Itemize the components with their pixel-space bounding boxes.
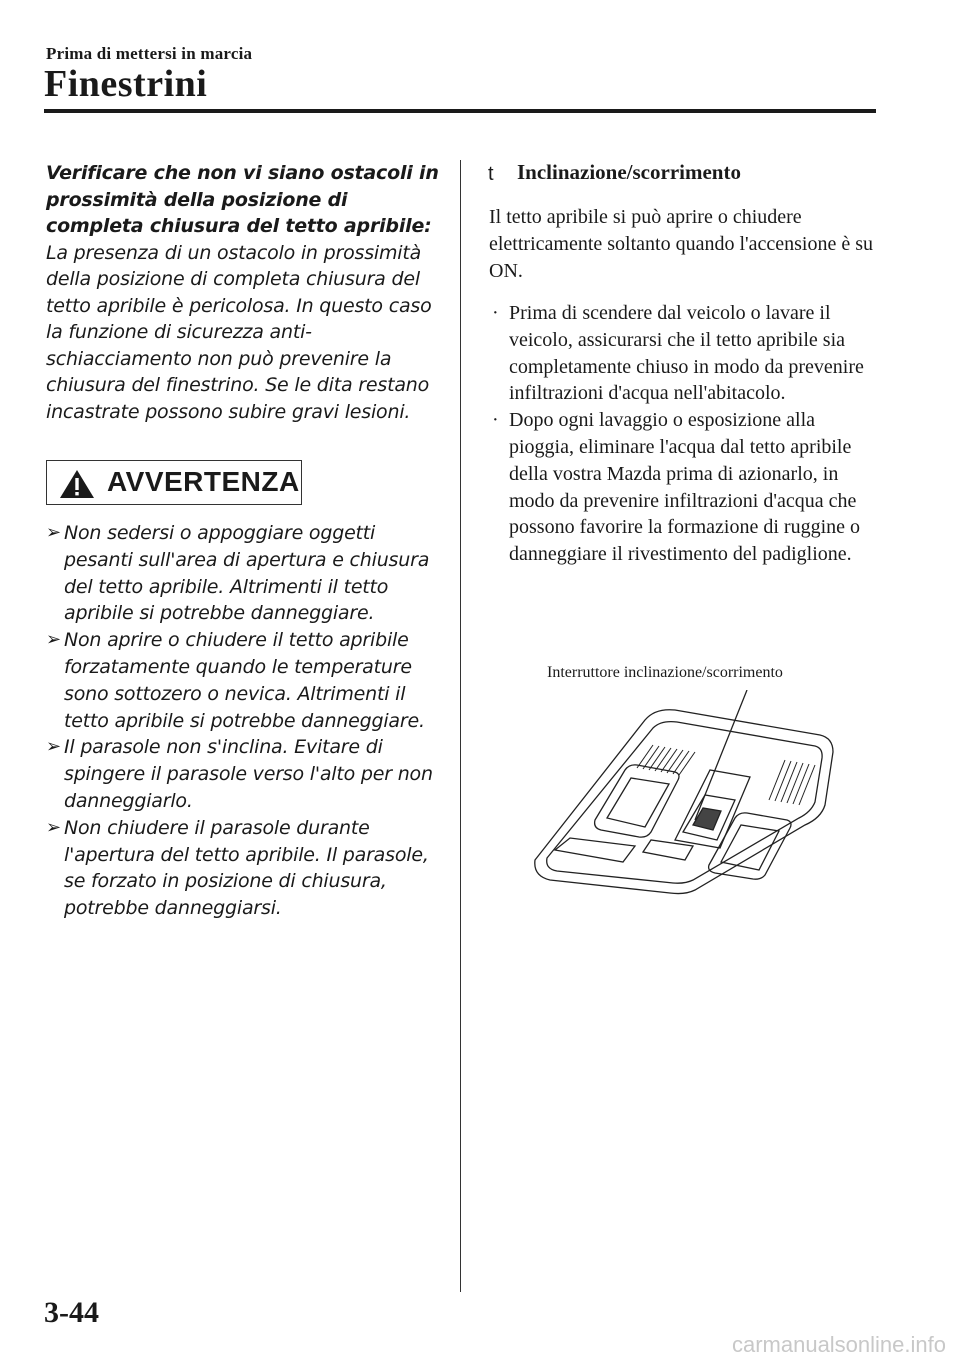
page-title: Finestrini [44, 63, 208, 105]
lower-button-left [555, 838, 635, 862]
chapter-title: Prima di mettersi in marcia [46, 44, 253, 63]
caution-body: La presenza di un ostacolo in prossimità della posizione di completa chiusura del tetto apribile è pericolosa. In questo caso la funzione di sicurezza anti-schiacciamento non può prevenire la chiusura del finestrino. Se le dita restano incastrate possono subire gravi lesioni. [46, 241, 432, 423]
page-number: 3-44 [44, 1296, 99, 1329]
lower-button-center [643, 840, 693, 860]
arrow-bullet-icon: ➢ [46, 629, 61, 651]
warning-item-text: Il parasole non s'inclina. Evitare di spingere il parasole verso l'alto per non danneggiarlo. [64, 736, 433, 812]
intro-paragraph: Il tetto apribile si può aprire o chiudere elettricamente soltanto quando l'accensione è su ON. [489, 206, 874, 282]
arrow-bullet-icon: ➢ [46, 522, 61, 543]
warning-item [46, 734, 446, 814]
warning-item [46, 815, 446, 922]
header-rule [44, 109, 876, 113]
figure-callout-label: Interruttore inclinazione/scorrimento [547, 664, 783, 681]
console-outline [535, 710, 833, 894]
watermark: carmanualsonline.info [731, 1332, 946, 1357]
note-item-text: Dopo ogni lavaggio o esposizione alla pioggia, eliminare l'acqua dal tetto apribile della vostra Mazda prima di azionarlo, in modo da prevenire infiltrazioni d'acqua che possono favorire la formazione di ruggine o danneggiare il rivestimento del padiglione. [509, 409, 861, 566]
caution-block [46, 160, 441, 425]
left-map-lamp [595, 765, 679, 837]
arrow-bullet-icon: ➢ [46, 736, 61, 758]
note-list [489, 300, 879, 568]
arrow-bullet-icon: ➢ [46, 816, 61, 838]
warning-item-text: Non sedersi o appoggiare oggetti pesanti sull'area di apertura e chiusura del tetto apribile. Altrimenti il tetto apribile si potrebbe danneggiare. [64, 522, 430, 625]
warning-item-text: Non chiudere il parasole durante l'apertura del tetto apribile. Il parasole, se forzato in posizione di chiusura, potrebbe danneggiarsi. [64, 816, 429, 920]
note-item [489, 300, 879, 407]
note-item [489, 407, 879, 568]
note-item-text: Prima di scendere dal veicolo o lavare il veicolo, assicurarsi che il tetto apribile sia completamente chiuso in modo da prevenire infiltrazioni d'acqua nell'abitacolo. [509, 302, 864, 405]
dot-bullet-icon: · [492, 302, 499, 324]
warning-banner [46, 460, 302, 505]
warning-item [46, 520, 446, 627]
warning-list [46, 520, 446, 922]
warning-triangle-icon [59, 469, 95, 499]
warning-item [46, 627, 446, 734]
warning-item-text: Non aprire o chiudere il tetto apribile forzatamente quando le temperature sono sottozero o nevica. Altrimenti il tetto apribile si potrebbe danneggiare. [64, 629, 425, 732]
subsection-marker: t [488, 163, 494, 185]
dot-bullet-icon: · [492, 409, 499, 432]
overhead-console-illustration [525, 690, 845, 920]
column-divider [460, 160, 461, 1292]
callout-line [695, 690, 747, 820]
subsection-title: Inclinazione/scorrimento [517, 160, 741, 184]
warning-label: AVVERTENZA [107, 466, 300, 497]
caution-heading: Verificare che non vi siano ostacoli in prossimità della posizione di completa chiusura del tetto apribile: [46, 162, 439, 237]
